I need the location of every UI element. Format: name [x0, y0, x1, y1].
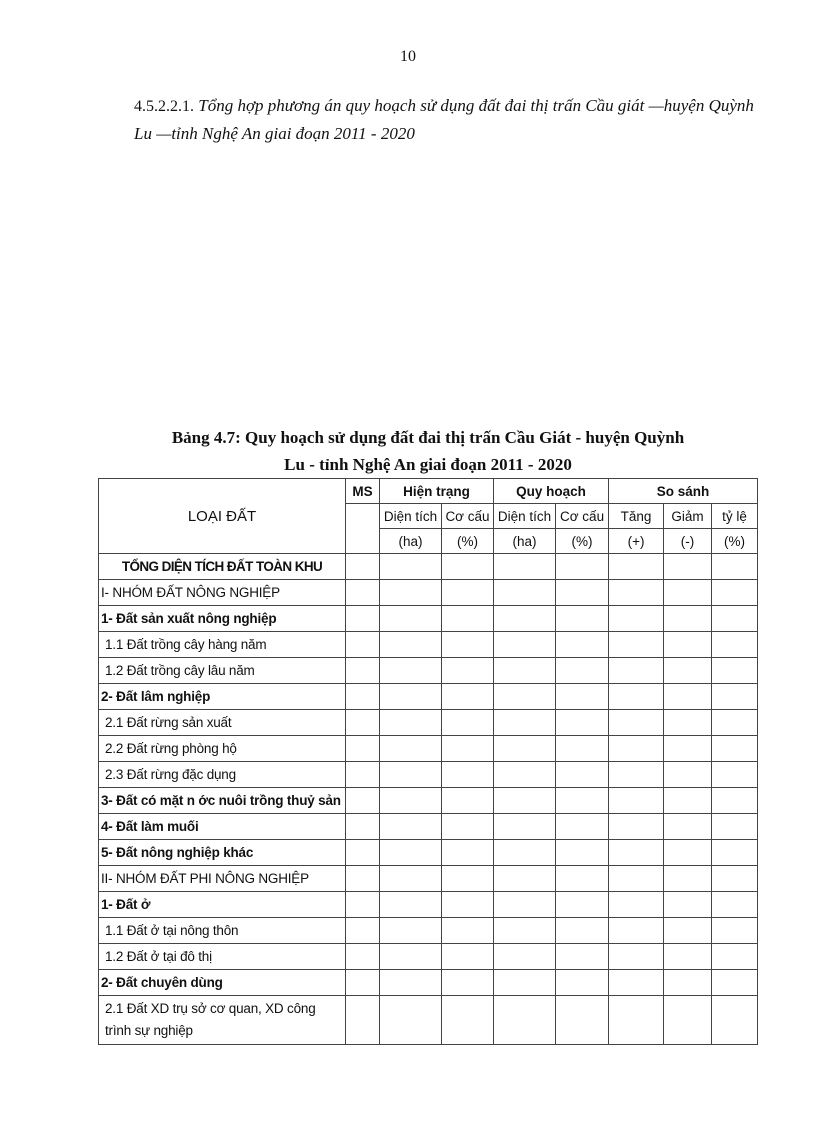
value-cell — [494, 840, 556, 866]
value-cell — [380, 866, 442, 892]
value-cell — [442, 736, 494, 762]
land-type-label: 1.1 Đất trồng cây hàng năm — [99, 632, 346, 658]
value-cell — [609, 710, 664, 736]
col-header-quy-hoach: Quy hoạch — [494, 479, 609, 504]
value-cell — [664, 684, 712, 710]
table-row — [99, 996, 758, 1045]
value-cell — [664, 632, 712, 658]
unit-cell: (%) — [556, 529, 609, 554]
table-row — [99, 736, 758, 762]
value-cell — [494, 788, 556, 814]
value-cell — [494, 944, 556, 970]
value-cell — [442, 710, 494, 736]
subheader-cell: Cơ cấu — [556, 504, 609, 529]
value-cell — [380, 814, 442, 840]
land-type-label: 2.1 Đất XD trụ sở cơ quan, XD công trình sự nghiệp — [99, 996, 346, 1045]
table-body — [99, 554, 758, 1045]
value-cell — [664, 580, 712, 606]
value-cell — [556, 866, 609, 892]
value-cell — [712, 606, 758, 632]
unit-cell: (-) — [664, 529, 712, 554]
value-cell — [494, 970, 556, 996]
value-cell — [664, 866, 712, 892]
value-cell — [380, 684, 442, 710]
value-cell — [556, 684, 609, 710]
value-cell — [609, 606, 664, 632]
value-cell — [556, 554, 609, 580]
value-cell — [442, 996, 494, 1045]
value-cell — [556, 996, 609, 1045]
land-type-label: 5- Đất nông nghiệp khác — [99, 840, 346, 866]
value-cell — [380, 970, 442, 996]
table-row — [99, 970, 758, 996]
land-type-label: II- NHÓM ĐẤT PHI NÔNG NGHIỆP — [99, 866, 346, 892]
value-cell — [712, 580, 758, 606]
section-title: Tổng hợp phương án quy hoạch sử dụng đất đai thị trấn Cầu giát —huyện Quỳnh Lu —tỉnh Nghệ An giai đoạn 2011 - 2020 — [134, 96, 754, 143]
value-cell — [556, 970, 609, 996]
land-type-label: 3- Đất có mặt n ớc nuôi trồng thuỷ sản — [99, 788, 346, 814]
value-cell — [346, 580, 380, 606]
table-row — [99, 580, 758, 606]
value-cell — [712, 788, 758, 814]
value-cell — [346, 710, 380, 736]
value-cell — [664, 736, 712, 762]
table-row — [99, 944, 758, 970]
table-caption-line-1: Bảng 4.7: Quy hoạch sử dụng đất đai thị trấn Cầu Giát - huyện Quỳnh — [171, 428, 685, 447]
value-cell — [609, 996, 664, 1045]
value-cell — [712, 970, 758, 996]
value-cell — [442, 684, 494, 710]
ms-subheader-cell — [346, 504, 380, 554]
value-cell — [664, 996, 712, 1045]
value-cell — [346, 814, 380, 840]
value-cell — [556, 788, 609, 814]
value-cell — [712, 892, 758, 918]
value-cell — [664, 944, 712, 970]
value-cell — [442, 840, 494, 866]
value-cell — [346, 788, 380, 814]
value-cell — [712, 658, 758, 684]
value-cell — [380, 762, 442, 788]
value-cell — [664, 970, 712, 996]
col-header-ms: MS — [346, 479, 380, 504]
value-cell — [494, 866, 556, 892]
value-cell — [609, 684, 664, 710]
subheader-cell: Giảm — [664, 504, 712, 529]
value-cell — [346, 892, 380, 918]
value-cell — [712, 996, 758, 1045]
value-cell — [380, 996, 442, 1045]
value-cell — [664, 892, 712, 918]
value-cell — [556, 892, 609, 918]
table-row — [99, 814, 758, 840]
land-type-label: 2- Đất chuyên dùng — [99, 970, 346, 996]
value-cell — [712, 554, 758, 580]
value-cell — [609, 554, 664, 580]
table-row — [99, 788, 758, 814]
value-cell — [609, 840, 664, 866]
value-cell — [664, 840, 712, 866]
value-cell — [442, 944, 494, 970]
land-type-label: I- NHÓM ĐẤT NÔNG NGHIỆP — [99, 580, 346, 606]
table-row — [99, 866, 758, 892]
value-cell — [346, 970, 380, 996]
value-cell — [494, 632, 556, 658]
value-cell — [609, 970, 664, 996]
value-cell — [346, 606, 380, 632]
value-cell — [712, 684, 758, 710]
value-cell — [442, 606, 494, 632]
table-row — [99, 762, 758, 788]
land-type-label: 2- Đất lâm nghiệp — [99, 684, 346, 710]
value-cell — [712, 866, 758, 892]
value-cell — [346, 632, 380, 658]
value-cell — [609, 944, 664, 970]
value-cell — [346, 944, 380, 970]
value-cell — [494, 762, 556, 788]
value-cell — [556, 580, 609, 606]
value-cell — [664, 710, 712, 736]
value-cell — [442, 632, 494, 658]
subheader-cell: tỷ lệ — [712, 504, 758, 529]
value-cell — [494, 580, 556, 606]
value-cell — [556, 606, 609, 632]
value-cell — [380, 580, 442, 606]
value-cell — [664, 554, 712, 580]
value-cell — [494, 684, 556, 710]
value-cell — [346, 918, 380, 944]
table-row — [99, 658, 758, 684]
table-caption-line-2: Lu - tỉnh Nghệ An giai đoạn 2011 - 2020 — [284, 455, 572, 474]
value-cell — [442, 658, 494, 684]
value-cell — [664, 762, 712, 788]
unit-cell: (%) — [712, 529, 758, 554]
value-cell — [346, 684, 380, 710]
section-heading — [134, 92, 754, 147]
header-row — [99, 479, 758, 504]
value-cell — [664, 788, 712, 814]
unit-cell: (ha) — [380, 529, 442, 554]
land-type-label: 1- Đất ở — [99, 892, 346, 918]
value-cell — [346, 866, 380, 892]
value-cell — [494, 814, 556, 840]
value-cell — [494, 710, 556, 736]
value-cell — [380, 632, 442, 658]
value-cell — [494, 554, 556, 580]
value-cell — [664, 606, 712, 632]
value-cell — [442, 892, 494, 918]
value-cell — [712, 814, 758, 840]
value-cell — [609, 866, 664, 892]
value-cell — [442, 788, 494, 814]
subheader-cell: Cơ cấu — [442, 504, 494, 529]
value-cell — [712, 632, 758, 658]
value-cell — [609, 762, 664, 788]
value-cell — [609, 918, 664, 944]
value-cell — [556, 710, 609, 736]
value-cell — [664, 814, 712, 840]
value-cell — [442, 970, 494, 996]
land-use-table — [98, 478, 758, 1045]
subheader-cell: Tăng — [609, 504, 664, 529]
land-type-label: 2.1 Đất rừng sản xuất — [99, 710, 346, 736]
table-row — [99, 710, 758, 736]
value-cell — [442, 814, 494, 840]
value-cell — [380, 892, 442, 918]
land-type-label: 4- Đất làm muối — [99, 814, 346, 840]
value-cell — [442, 866, 494, 892]
land-type-label: 1.1 Đất ở tại nông thôn — [99, 918, 346, 944]
value-cell — [712, 762, 758, 788]
value-cell — [494, 606, 556, 632]
value-cell — [609, 892, 664, 918]
col-header-so-sanh: So sánh — [609, 479, 758, 504]
table-row — [99, 554, 758, 580]
value-cell — [442, 554, 494, 580]
value-cell — [609, 788, 664, 814]
value-cell — [609, 580, 664, 606]
value-cell — [556, 658, 609, 684]
table-row — [99, 606, 758, 632]
value-cell — [380, 944, 442, 970]
value-cell — [380, 710, 442, 736]
table-row — [99, 918, 758, 944]
value-cell — [664, 658, 712, 684]
value-cell — [380, 606, 442, 632]
table-caption — [98, 424, 758, 478]
value-cell — [380, 736, 442, 762]
value-cell — [609, 736, 664, 762]
value-cell — [380, 554, 442, 580]
land-type-label: 1.2 Đất trồng cây lâu năm — [99, 658, 346, 684]
unit-cell: (ha) — [494, 529, 556, 554]
land-type-label: 2.2 Đất rừng phòng hộ — [99, 736, 346, 762]
value-cell — [712, 736, 758, 762]
value-cell — [442, 762, 494, 788]
value-cell — [346, 996, 380, 1045]
col-header-hien-trang: Hiện trạng — [380, 479, 494, 504]
value-cell — [380, 788, 442, 814]
value-cell — [380, 918, 442, 944]
value-cell — [556, 814, 609, 840]
value-cell — [346, 736, 380, 762]
value-cell — [556, 840, 609, 866]
table-row — [99, 840, 758, 866]
value-cell — [494, 918, 556, 944]
value-cell — [380, 658, 442, 684]
land-type-label: 2.3 Đất rừng đặc dụng — [99, 762, 346, 788]
land-type-label: 1.2 Đất ở tại đô thị — [99, 944, 346, 970]
value-cell — [609, 658, 664, 684]
value-cell — [494, 892, 556, 918]
value-cell — [556, 736, 609, 762]
col-header-loai-dat: LOẠI ĐẤT — [99, 479, 346, 554]
value-cell — [712, 944, 758, 970]
value-cell — [494, 658, 556, 684]
value-cell — [494, 736, 556, 762]
value-cell — [346, 762, 380, 788]
value-cell — [556, 918, 609, 944]
value-cell — [494, 996, 556, 1045]
page-number: 10 — [400, 48, 416, 65]
value-cell — [556, 762, 609, 788]
land-type-label: 1- Đất sản xuất nông nghiệp — [99, 606, 346, 632]
table-row — [99, 684, 758, 710]
subheader-cell: Diện tích — [494, 504, 556, 529]
value-cell — [442, 918, 494, 944]
value-cell — [609, 814, 664, 840]
subheader-cell: Diện tích — [380, 504, 442, 529]
value-cell — [712, 840, 758, 866]
value-cell — [556, 632, 609, 658]
value-cell — [380, 840, 442, 866]
value-cell — [712, 918, 758, 944]
section-number: 4.5.2.2.1. — [134, 98, 194, 115]
value-cell — [664, 918, 712, 944]
unit-cell: (+) — [609, 529, 664, 554]
value-cell — [712, 710, 758, 736]
land-type-label: TỔNG DIỆN TÍCH ĐẤT TOÀN KHU — [99, 554, 346, 580]
value-cell — [346, 840, 380, 866]
table-row — [99, 632, 758, 658]
value-cell — [346, 554, 380, 580]
value-cell — [346, 658, 380, 684]
unit-cell: (%) — [442, 529, 494, 554]
table-row — [99, 892, 758, 918]
value-cell — [556, 944, 609, 970]
value-cell — [609, 632, 664, 658]
value-cell — [442, 580, 494, 606]
